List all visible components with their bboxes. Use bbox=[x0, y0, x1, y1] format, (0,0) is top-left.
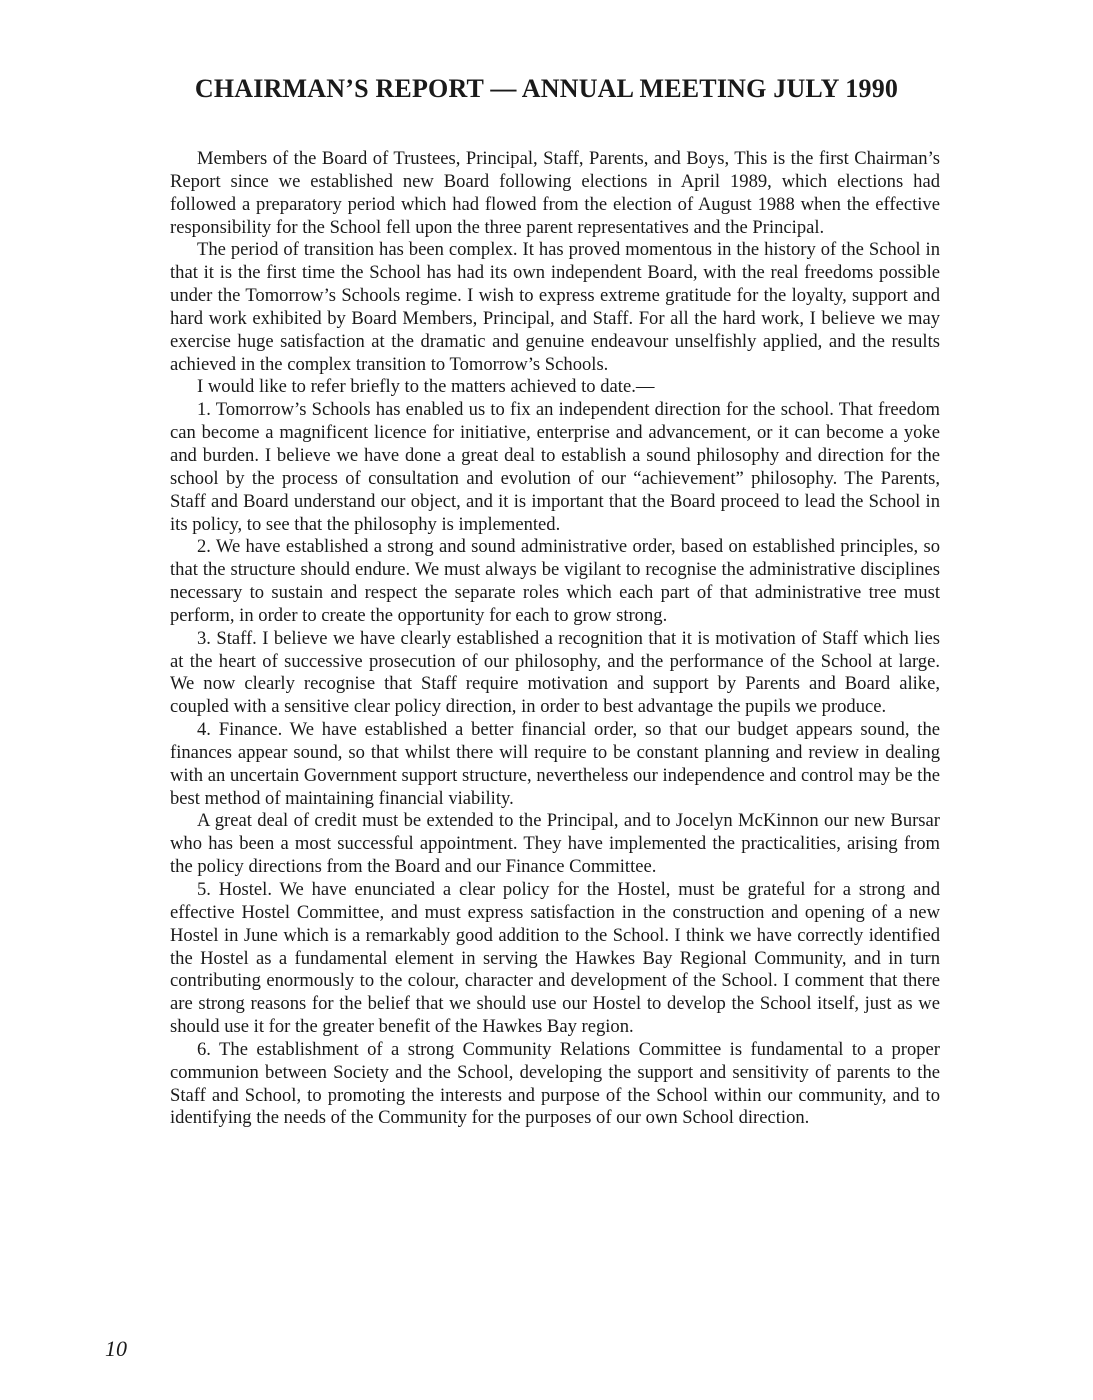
paragraph-transition: The period of transition has been complex. It has proved momentous in the history of the School in that it is the first time the School has had its own independent Board, with the real freedoms possible under the Tomorrow’s Schools regime. I wish to express extreme gratitude for the loyalty, support and hard work exhibited by Board Members, Principal, and Staff. For all the hard work, I believe we may exercise huge satisfaction at the dramatic and genuine endeavour unselfishly applied, and the results achieved in the complex transition to Tomorrow’s Schools. bbox=[170, 239, 940, 375]
page-title: CHAIRMAN’S REPORT — ANNUAL MEETING JULY 1990 bbox=[194, 74, 899, 103]
paragraph-item-3-staff: 3. Staff. I believe we have clearly established a recognition that it is motivation of Staff which lies at the heart of successive prosecution of our philosophy, and the performance of the School at large. We now clearly recognise that Staff require motivation and support by Parents and Board alike, coupled with a sensitive clear policy direction, in order to best advantage the pupils we produce. bbox=[170, 627, 940, 718]
paragraph-item-5-hostel: 5. Hostel. We have enunciated a clear policy for the Hostel, must be grateful for a strong and effective Hostel Committee, and must express satisfaction in the construction and opening of a new Hostel in June which is a remarkably good addition to the School. I think we have correctly identified the Hostel as a fundamental element in serving the Hawkes Bay Regional Community, and in turn contributing enormously to the colour, character and development of the School. I comment that there are strong reasons for the belief that we should use our Hostel to develop the School itself, just as we should use it for the greater benefit of the Hawkes Bay region. bbox=[170, 879, 940, 1038]
paragraph-finance-credit: A great deal of credit must be extended to the Principal, and to Jocelyn McKinnon our new Bursar who has been a most successful appointment. They have implemented the practicalities, arising from the policy directions from the Board and our Finance Committee. bbox=[170, 810, 940, 878]
page-number: 10 bbox=[105, 1336, 127, 1361]
report-body bbox=[170, 148, 940, 1130]
paragraph-greeting: Members of the Board of Trustees, Principal, Staff, Parents, and Boys, This is the first Chairman’s Report since we established new Board following elections in April 1989, which elections had followed a preparatory period which had flowed from the election of August 1988 when the effective responsibility for the School fell upon the three parent representatives and the Principal. bbox=[170, 148, 940, 238]
paragraph-matters-intro: I would like to refer briefly to the matters achieved to date.— bbox=[197, 376, 655, 398]
paragraph-item-4-finance: 4. Finance. We have established a better financial order, so that our budget appears sound, the finances appear sound, so that whilst there will require to be constant planning and review in dealing with an uncertain Government support structure, nevertheless our independence and control may be the best method of maintaining financial viability. bbox=[170, 719, 940, 809]
paragraph-item-6-community: 6. The establishment of a strong Community Relations Committee is fundamental to a proper communion between Society and the School, developing the support and sensitivity of parents to the Staff and School, to promoting the interests and purpose of the School within our community, and to identifying the needs of the Community for the purposes of our own School direction. bbox=[170, 1038, 940, 1129]
paragraph-item-2-administration: 2. We have established a strong and sound administrative order, based on established principles, so that the structure should endure. We must always be vigilant to recognise the administrative disciplines necessary to sustain and respect the separate roles which each part of that administrative tree must perform, in order to create the opportunity for each to grow strong. bbox=[170, 536, 940, 626]
paragraph-item-1-direction: 1. Tomorrow’s Schools has enabled us to fix an independent direction for the school. That freedom can become a magnificent licence for initiative, enterprise and advancement, or it can become a yoke and burden. I believe we have done a great deal to establish a sound philosophy and direction for the school by the process of consultation and evolution of our “achievement” philosophy. The Parents, Staff and Board understand our object, and it is important that the Board proceed to lead the School in its policy, to see that the philosophy is implemented. bbox=[170, 399, 940, 535]
